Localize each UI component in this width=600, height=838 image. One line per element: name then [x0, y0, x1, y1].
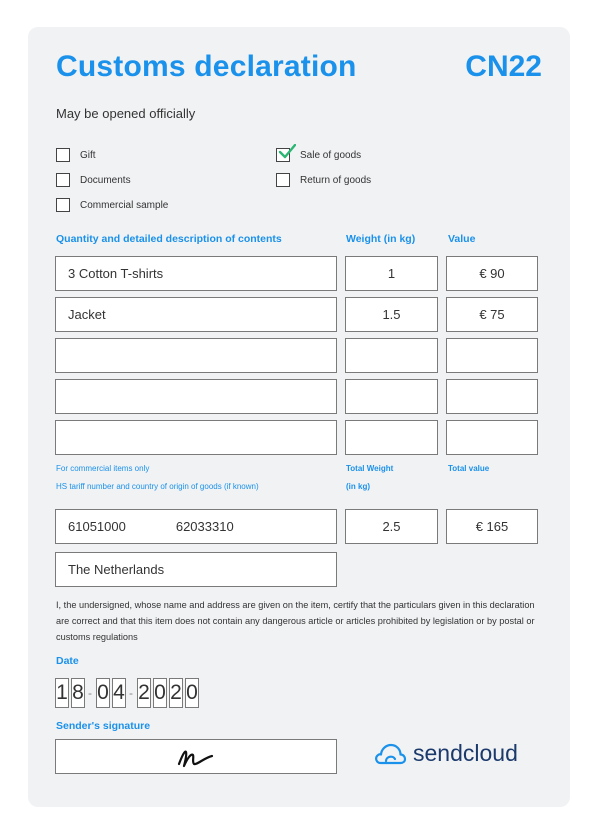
checkbox-label: Return of goods — [300, 174, 372, 186]
date-digit[interactable]: 1 — [55, 678, 69, 708]
hs-tariff-note: HS tariff number and country of origin of goods (if known) — [56, 482, 259, 491]
item-weight-field[interactable]: 1.5 — [345, 297, 438, 332]
item-weight-field[interactable]: 1 — [345, 256, 438, 291]
column-header-value: Value — [448, 233, 476, 245]
item-weight-field[interactable] — [345, 379, 438, 414]
item-description-field[interactable] — [55, 379, 337, 414]
date-digit[interactable]: 4 — [112, 678, 126, 708]
date-digit[interactable]: 2 — [169, 678, 183, 708]
checkbox-gift[interactable] — [56, 148, 96, 162]
item-value-field[interactable] — [446, 338, 538, 373]
brand-name: sendcloud — [413, 740, 518, 766]
date-digit[interactable]: 0 — [153, 678, 167, 708]
checkbox-box[interactable] — [276, 148, 290, 162]
total-weight-unit-label: (in kg) — [346, 482, 370, 491]
checkbox-box[interactable] — [56, 148, 70, 162]
checkbox-box[interactable] — [56, 173, 70, 187]
hs-code: 61051000 — [68, 519, 126, 534]
sendcloud-logo — [373, 740, 518, 767]
signature-scribble — [176, 744, 216, 770]
checkbox-commercial-sample[interactable] — [56, 198, 168, 212]
checkbox-label: Documents — [80, 174, 131, 186]
total-value-label: Total value — [448, 464, 490, 473]
commercial-items-note: For commercial items only — [56, 464, 150, 473]
checkbox-label: Gift — [80, 149, 96, 161]
item-description-field[interactable]: Jacket — [55, 297, 337, 332]
date-digit[interactable]: 2 — [137, 678, 151, 708]
form-title: Customs declaration — [56, 50, 357, 83]
signature-field[interactable] — [55, 739, 337, 774]
checkbox-label: Sale of goods — [300, 149, 362, 161]
hs-code: 62033310 — [175, 519, 234, 534]
item-description-field[interactable] — [55, 420, 337, 455]
checkbox-return-of-goods[interactable] — [276, 173, 371, 187]
date-digit[interactable]: 0 — [185, 678, 199, 708]
column-header-description: Quantity and detailed description of contents — [56, 233, 282, 245]
date-separator: - — [88, 686, 92, 700]
checkbox-sale-of-goods[interactable] — [276, 148, 361, 162]
signature-label: Sender's signature — [56, 720, 151, 732]
form-subtitle: May be opened officially — [56, 106, 196, 121]
item-value-field[interactable] — [446, 379, 538, 414]
checkbox-box[interactable] — [56, 198, 70, 212]
cloud-icon — [373, 741, 407, 767]
item-value-field[interactable]: € 75 — [446, 297, 538, 332]
item-description-field[interactable]: 3 Cotton T-shirts — [55, 256, 337, 291]
country-of-origin-field[interactable]: The Netherlands — [55, 552, 337, 587]
date-digit[interactable]: 8 — [71, 678, 85, 708]
hs-tariff-field[interactable] — [55, 509, 337, 544]
date-label: Date — [56, 655, 79, 667]
checkbox-documents[interactable] — [56, 173, 131, 187]
form-code: CN22 — [465, 50, 542, 83]
checkbox-box[interactable] — [276, 173, 290, 187]
item-weight-field[interactable] — [345, 420, 438, 455]
item-description-field[interactable] — [55, 338, 337, 373]
checkmark-icon — [278, 144, 296, 160]
checkbox-label: Commercial sample — [80, 199, 169, 211]
date-digit[interactable]: 0 — [96, 678, 110, 708]
item-value-field[interactable] — [446, 420, 538, 455]
total-weight-field[interactable]: 2.5 — [345, 509, 438, 544]
total-value-field[interactable]: € 165 — [446, 509, 538, 544]
item-value-field[interactable]: € 90 — [446, 256, 538, 291]
declaration-text: I, the undersigned, whose name and address are given on the item, certify that the particulars given in this declaration are correct and that this item does not contain any dangerous article or articles prohibited by legislation or by postal or customs regulations — [56, 600, 535, 642]
date-separator: - — [129, 686, 133, 700]
column-header-weight: Weight (in kg) — [346, 233, 416, 245]
total-weight-label: Total Weight — [346, 464, 394, 473]
item-weight-field[interactable] — [345, 338, 438, 373]
